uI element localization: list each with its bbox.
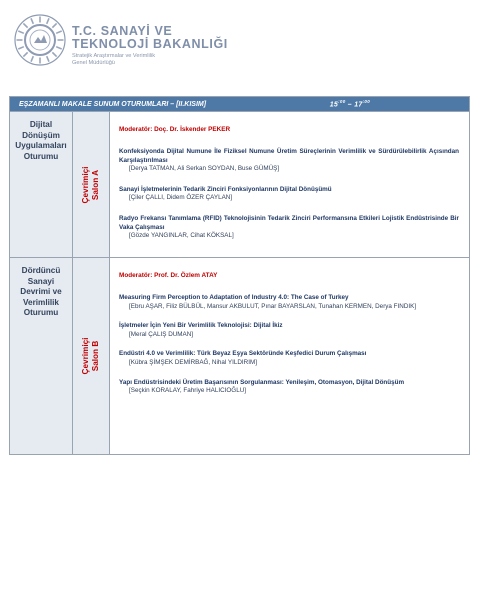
time-start-min: :00 — [338, 99, 346, 105]
paper-title: Sanayi İşletmelerinin Tedarik Zinciri Fonksiyonlarının Dijital Dönüşümü — [119, 185, 332, 193]
topic-line: Oturumu — [23, 308, 59, 317]
ministry-logo-icon — [14, 14, 66, 66]
topic-line: Verimlilik — [23, 297, 59, 307]
salon-name: Salon B — [91, 340, 100, 372]
organization-name — [72, 25, 228, 67]
paper-authors: [Kübra ŞİMŞEK DEMİRBAĞ, Nihal YILDIRIM] — [129, 358, 257, 366]
topic-cell — [10, 258, 73, 454]
paper-item — [119, 322, 459, 339]
paper-title: Measuring Firm Perception to Adaptation of Industry 4.0: The Case of Turkey — [119, 294, 349, 301]
time-end-min: :00 — [362, 99, 370, 105]
paper-item — [119, 294, 459, 311]
salon-cell — [73, 258, 110, 454]
topic-line: Dönüşüm — [22, 130, 60, 140]
moderator: Moderatör: Prof. Dr. Özlem ATAY — [119, 272, 218, 279]
session-title: EŞZAMANLI MAKALE SUNUM OTURUMLARI – [II.KISIM] — [19, 100, 207, 108]
org-name-line2: TEKNOLOJİ BAKANLIĞI — [72, 37, 228, 51]
paper-authors: [Derya TATMAN, Ali Serkan SOYDAN, Buse GÜMÜŞ] — [129, 165, 280, 173]
moderator: Moderatör: Doç. Dr. İskender PEKER — [119, 126, 231, 133]
papers-cell — [110, 258, 469, 454]
time-end: 17 — [354, 101, 363, 109]
paper-title: Konfeksiyonda Dijital Numune İle Fiziksel Numune Üretim Süreçlerinin Verimlilik ve Sürdürülebilirlik Açısından Karşılaştırılması — [119, 148, 459, 164]
paper-authors: [Seçkin KORALAY, Fahriye HALICIOĞLU] — [129, 387, 247, 395]
session-row-digital-transformation — [10, 112, 469, 258]
salon-cell — [73, 112, 110, 257]
paper-item — [119, 379, 459, 396]
paper-title: Yapı Endüstrisindeki Üretim Başarısının Sorgulanması: Yenileşim, Otomasyon, Dijital Dönüşüm — [119, 378, 405, 386]
paper-authors: [Meral ÇALIŞ DUMAN] — [129, 330, 194, 338]
session-time — [330, 99, 370, 108]
topic-line: Uygulamaları — [15, 141, 67, 150]
time-separator: – — [345, 101, 355, 109]
time-start: 15 — [329, 101, 339, 109]
topic-line: Dördüncü — [21, 266, 61, 275]
topic-cell — [10, 112, 73, 257]
salon-name: Salon A — [91, 169, 100, 200]
salon-label — [81, 166, 101, 203]
papers-cell — [110, 112, 469, 257]
org-subunit-line2: Genel Müdürlüğü — [72, 60, 115, 66]
salon-label — [81, 338, 101, 375]
session-table — [9, 96, 470, 455]
paper-title: Endüstri 4.0 ve Verimlilik: Türk Beyaz Eşya Sektöründe Keşfedici Durum Çalışması — [119, 350, 367, 358]
paper-authors: [Çiler ÇALLI, Didem ÖZER ÇAYLAN] — [129, 194, 233, 202]
topic-line: Dijital — [29, 120, 53, 129]
paper-item — [119, 350, 459, 367]
org-name-line1: T.C. SANAYİ VE — [72, 24, 173, 38]
paper-item — [119, 215, 459, 241]
salon-mode: Çevrimiçi — [81, 166, 90, 203]
paper-title: Radyo Frekansı Tanımlama (RFID) Teknolojisinin Tedarik Zinciri Performansına Etkileri Lojistik Endüstrisinde Bir Vaka Çalışması — [119, 214, 459, 231]
paper-authors: [Ebru AŞAR, Filiz BÜLBÜL, Mansur AKBULUT, Pınar BAYARSLAN, Tunahan KERMEN, Derya FINDIK] — [129, 302, 417, 310]
session-row-industry-4 — [10, 258, 469, 454]
paper-authors: [Gözde YANGINLAR, Cihat KÖKSAL] — [129, 232, 234, 240]
session-header — [10, 97, 469, 112]
paper-title: İşletmeler İçin Yeni Bir Verimlilik Teknolojisi: Dijital İkiz — [119, 322, 283, 330]
paper-item — [119, 186, 459, 203]
paper-item — [119, 148, 459, 174]
topic-line: Sanayi — [27, 276, 55, 286]
topic-line: Devrimi ve — [20, 287, 62, 296]
org-subunit-line1: Stratejik Araştırmalar ve Verimlilik — [72, 53, 155, 59]
salon-mode: Çevrimiçi — [81, 337, 90, 375]
topic-line: Oturumu — [23, 151, 59, 161]
